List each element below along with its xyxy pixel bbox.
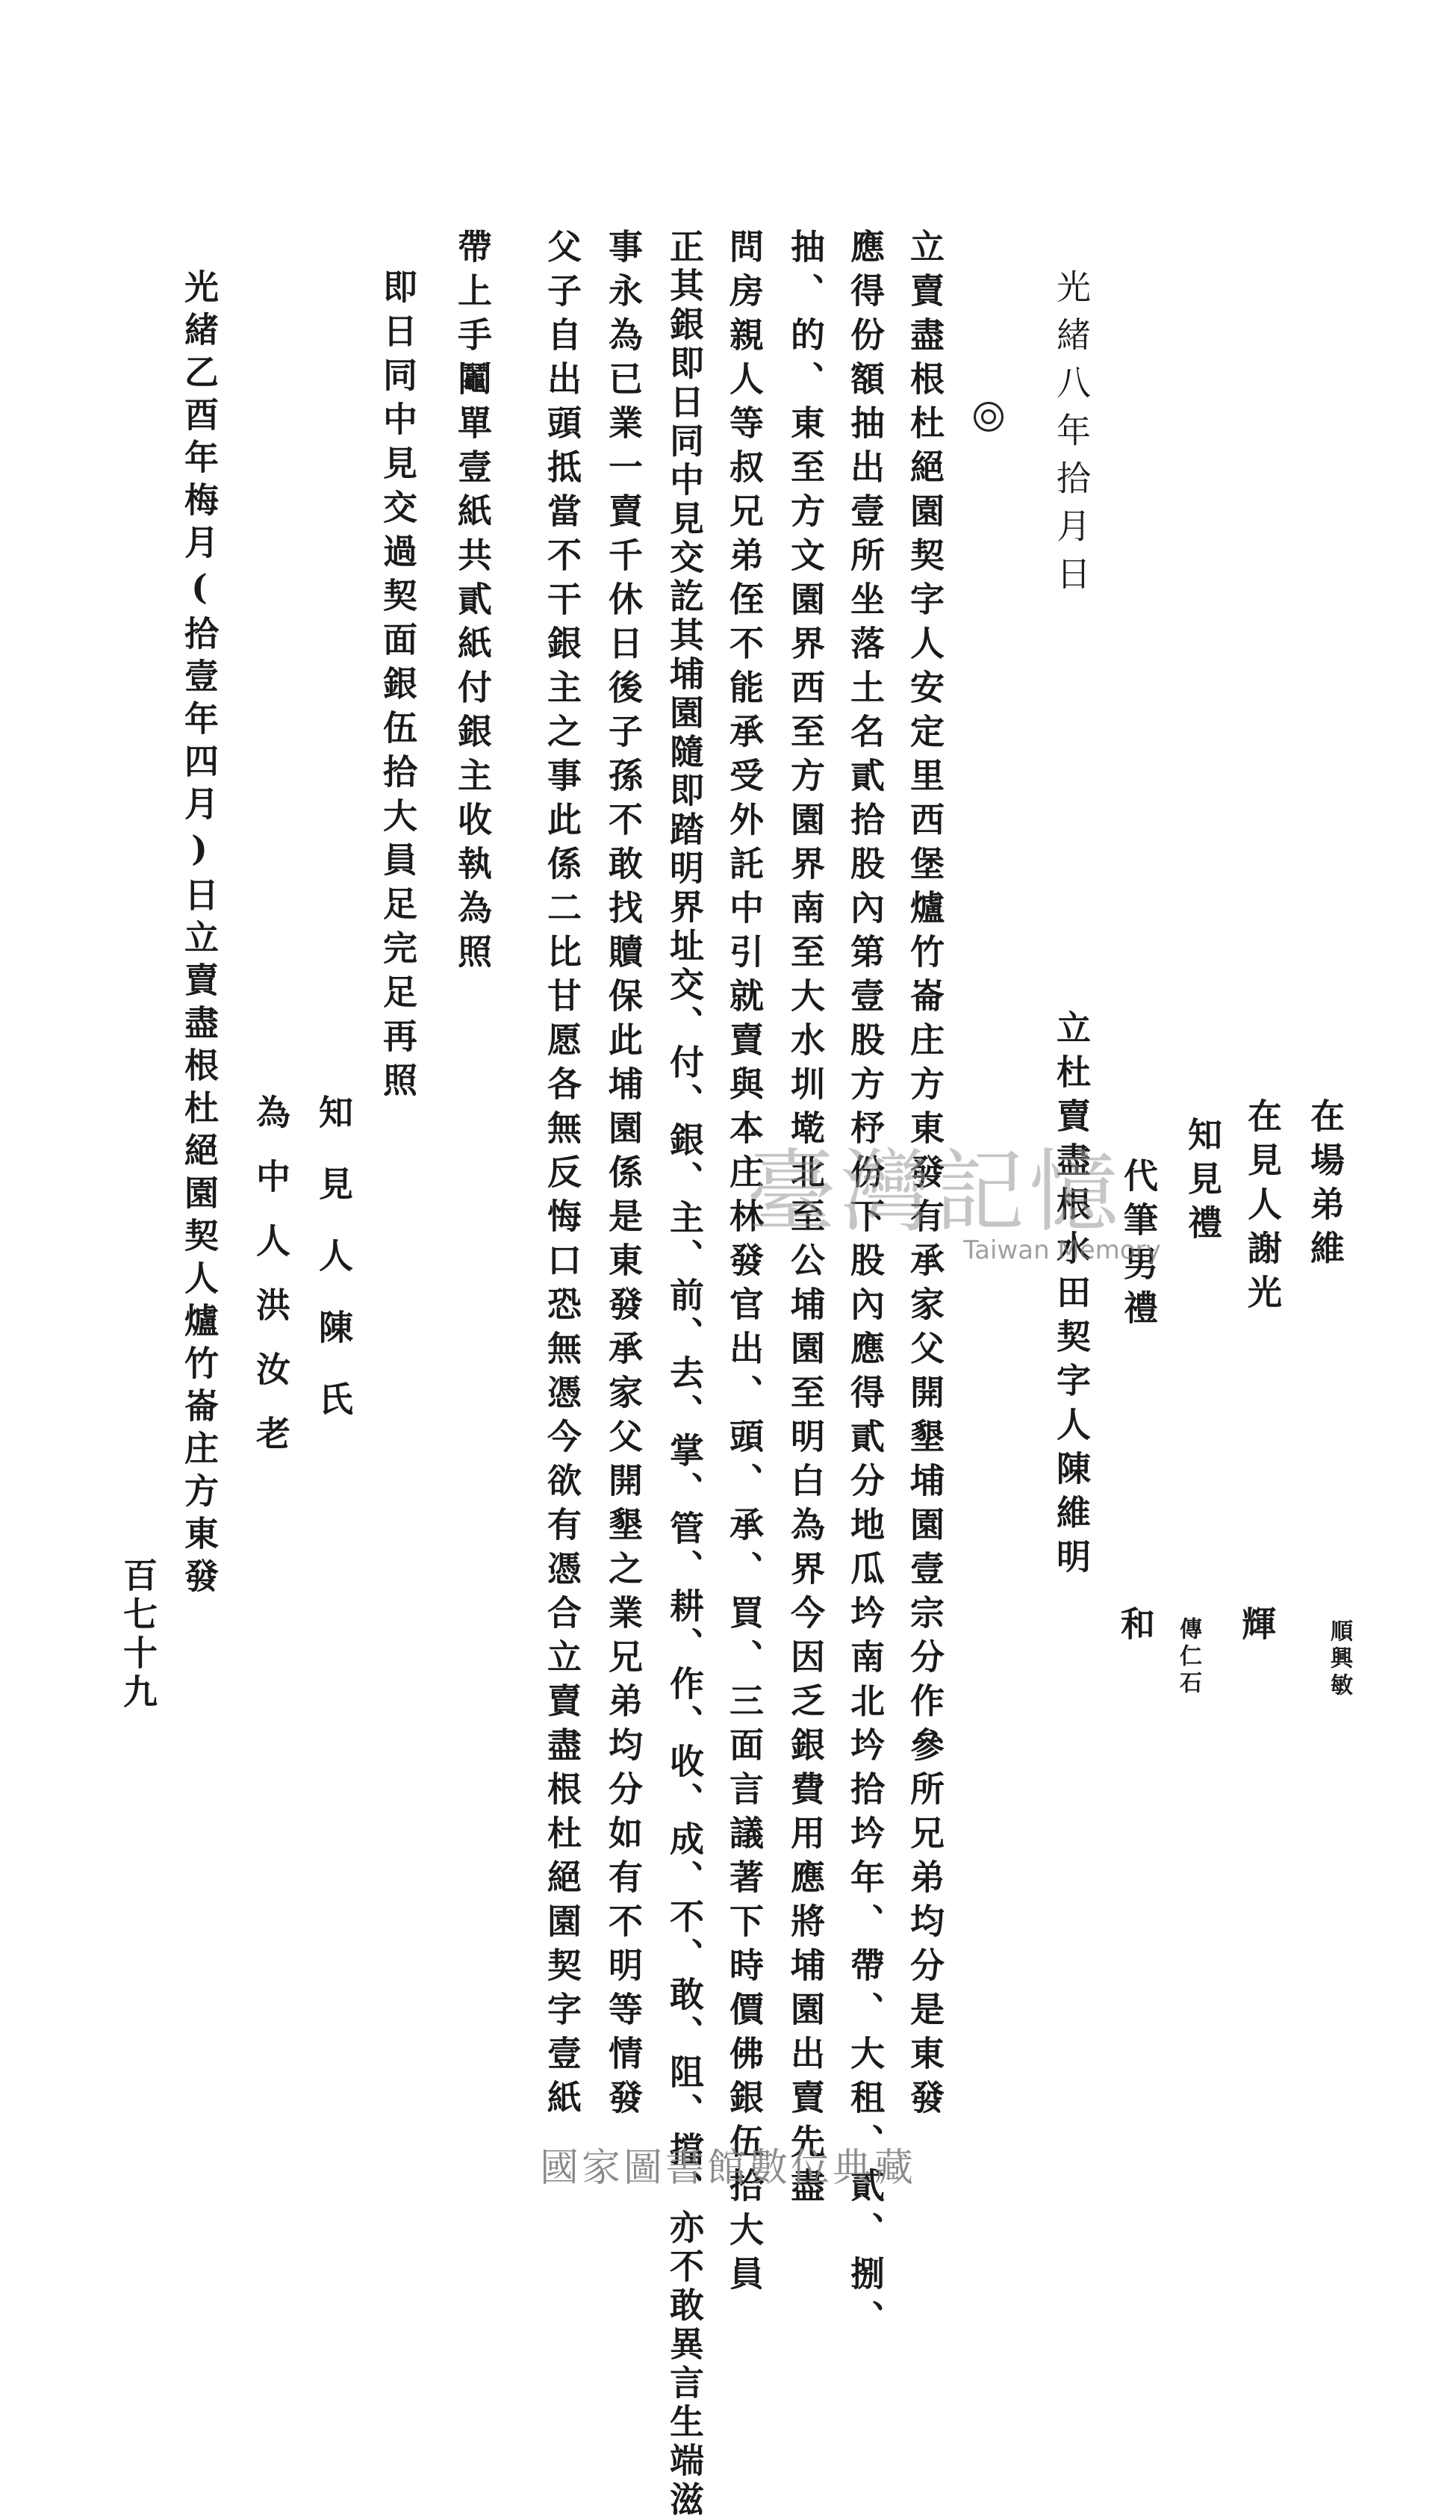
column-witness-brother: 在場弟維 <box>1305 1098 1345 1274</box>
deed-line-3: 抽、的、東至方文園界西至方園界南至大水圳墘北至公埔園至明白為界今因乏銀費用應將埔園出賣先盡 <box>785 229 826 2212</box>
name-chuanren-shi: 傳仁石 <box>1175 1617 1201 1698</box>
column-witness-xie: 在見人謝光 <box>1242 1098 1283 1318</box>
watermark-sub: Taiwan Memory <box>963 1235 1161 1265</box>
column-middleman-hong: 為中人洪汝老 <box>251 1094 291 1480</box>
page-number: 百七十九 <box>118 1557 158 1713</box>
deed-line-4: 問房親人等叔兄弟侄不能承受外託中引就賣與本庄林發官出、頭、承、買、三面言議著下時價佛銀伍拾大員 <box>724 229 765 2300</box>
name-he: 和 <box>1116 1606 1156 1650</box>
column-knowing-witness-chen: 知見人陳氏 <box>314 1094 354 1453</box>
deed-line-2: 應得份額抽出壹所坐落土名貳拾股內第壹股方杼份下股內應得貳分地瓜坅南北坅拾坅年、帶、大租、貳、捌、 <box>845 229 886 2344</box>
name-shunxing-min: 順興敏 <box>1326 1619 1352 1700</box>
column-date-guangxu-yiyou: 光緒乙酉年梅月(拾壹年四月)日立賣盡根杜絕園契人爐竹崙庄方東發 <box>179 269 220 1601</box>
deed-line-5: 正其銀即日同中見交訖其埔園隨即踏明界址交、付、銀、主、前、去、掌、管、耕、作、收、成、不、敢、阻、擋、亦不敢異言生端滋 <box>665 229 705 2520</box>
column-scribe: 代筆男禮 <box>1119 1158 1159 1334</box>
taiwan-memory-watermark <box>747 1120 1161 1265</box>
deed-line-1: 立賣盡根杜絕園契字人安定里西堡爐竹崙庄方東發有承家父開墾埔園壹宗分作參所兄弟均分是東發 <box>905 229 945 2123</box>
name-hui: 輝 <box>1236 1606 1277 1650</box>
deed-line-8: 帶上手鬮單壹紙共貳紙付銀主收執為照 <box>452 229 493 978</box>
deed-line-7: 父子自出頭抵當不干銀主之事此係二比甘愿各無反悔口恐無憑今欲有憑合立賣盡根杜絕園契字壹紙 <box>542 229 582 2123</box>
column-date-guangxu-8: 光緒八年拾月日 <box>1051 269 1092 603</box>
circle-seal-mark <box>974 402 1004 432</box>
footer-ncl-digital-collection: 國家圖書館數位典藏 <box>539 2146 916 2191</box>
deed-line-9: 即日同中見交過契面銀伍拾大員足完足再照 <box>378 269 418 1106</box>
column-paddy-deed-maker: 立杜賣盡根水田契字人陳維明 <box>1051 1010 1092 1583</box>
column-knowing-witness: 知見禮 <box>1183 1117 1223 1249</box>
deed-line-6: 事永為已業一賣千休日後子孫不敢找贖保此埔園係是東發承家父開墾之業兄弟均分如有不明等情發 <box>603 229 644 2123</box>
watermark-main: 臺灣記憶 <box>747 1140 1123 1244</box>
